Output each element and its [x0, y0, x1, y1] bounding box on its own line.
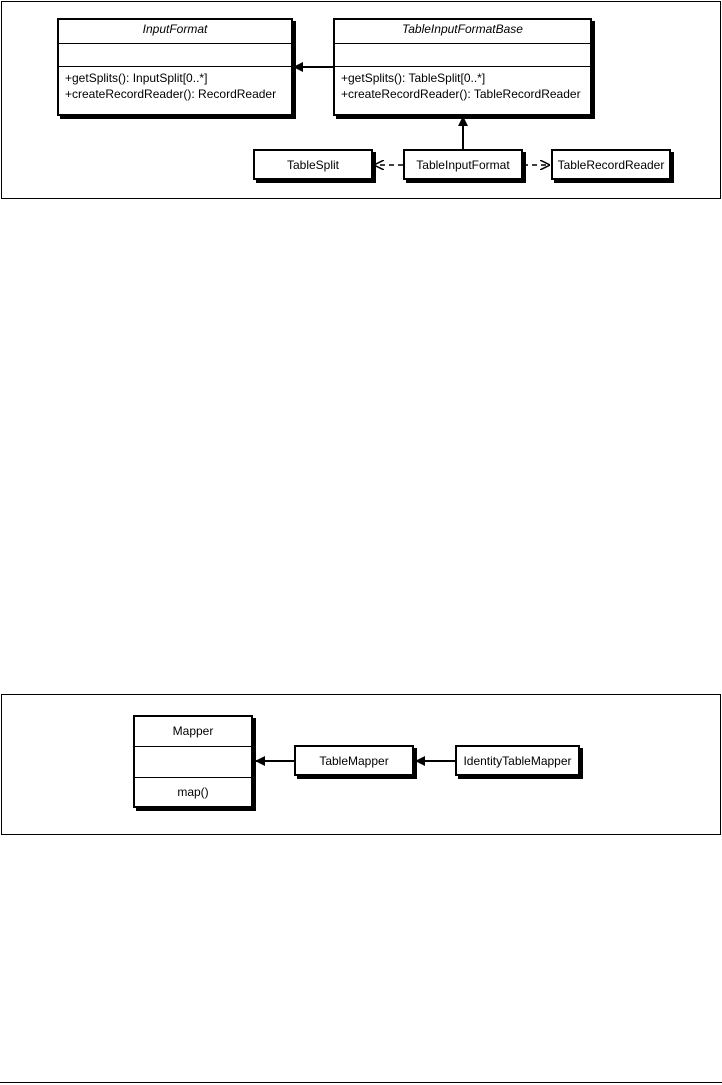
class-table-input-format-base-attributes — [335, 44, 590, 67]
method-get-splits: +getSplits(): TableSplit[0..*] — [341, 71, 486, 85]
class-table-mapper-name: TableMapper — [319, 753, 389, 768]
class-table-input-format-base-methods — [335, 67, 590, 105]
class-table-mapper — [294, 745, 414, 776]
class-table-record-reader — [551, 149, 671, 180]
class-table-input-format — [403, 149, 523, 180]
class-input-format — [57, 18, 293, 116]
class-table-record-reader-name: TableRecordReader — [557, 157, 665, 172]
class-input-format-attributes — [59, 44, 291, 67]
method-create-record-reader: +createRecordReader(): RecordReader — [65, 87, 277, 101]
class-mapper-attributes — [135, 747, 251, 778]
class-table-input-format-base — [333, 18, 592, 116]
method-create-record-reader: +createRecordReader(): TableRecordReader — [341, 87, 581, 101]
class-identity-table-mapper — [455, 745, 580, 776]
page-bottom-rule — [0, 1082, 722, 1083]
class-input-format-name: InputFormat — [59, 20, 291, 44]
class-mapper-name: Mapper — [135, 717, 251, 747]
method-get-splits: +getSplits(): InputSplit[0..*] — [65, 71, 208, 85]
class-mapper — [133, 715, 253, 808]
class-table-input-format-base-name: TableInputFormatBase — [335, 20, 590, 44]
class-input-format-methods — [59, 67, 291, 105]
class-table-split-name: TableSplit — [286, 157, 340, 172]
class-identity-table-mapper-name: IdentityTableMapper — [463, 753, 572, 768]
method-map: map() — [177, 785, 209, 799]
class-mapper-methods — [135, 778, 251, 806]
class-table-input-format-name: TableInputFormat — [416, 157, 510, 172]
class-table-split — [253, 149, 373, 180]
